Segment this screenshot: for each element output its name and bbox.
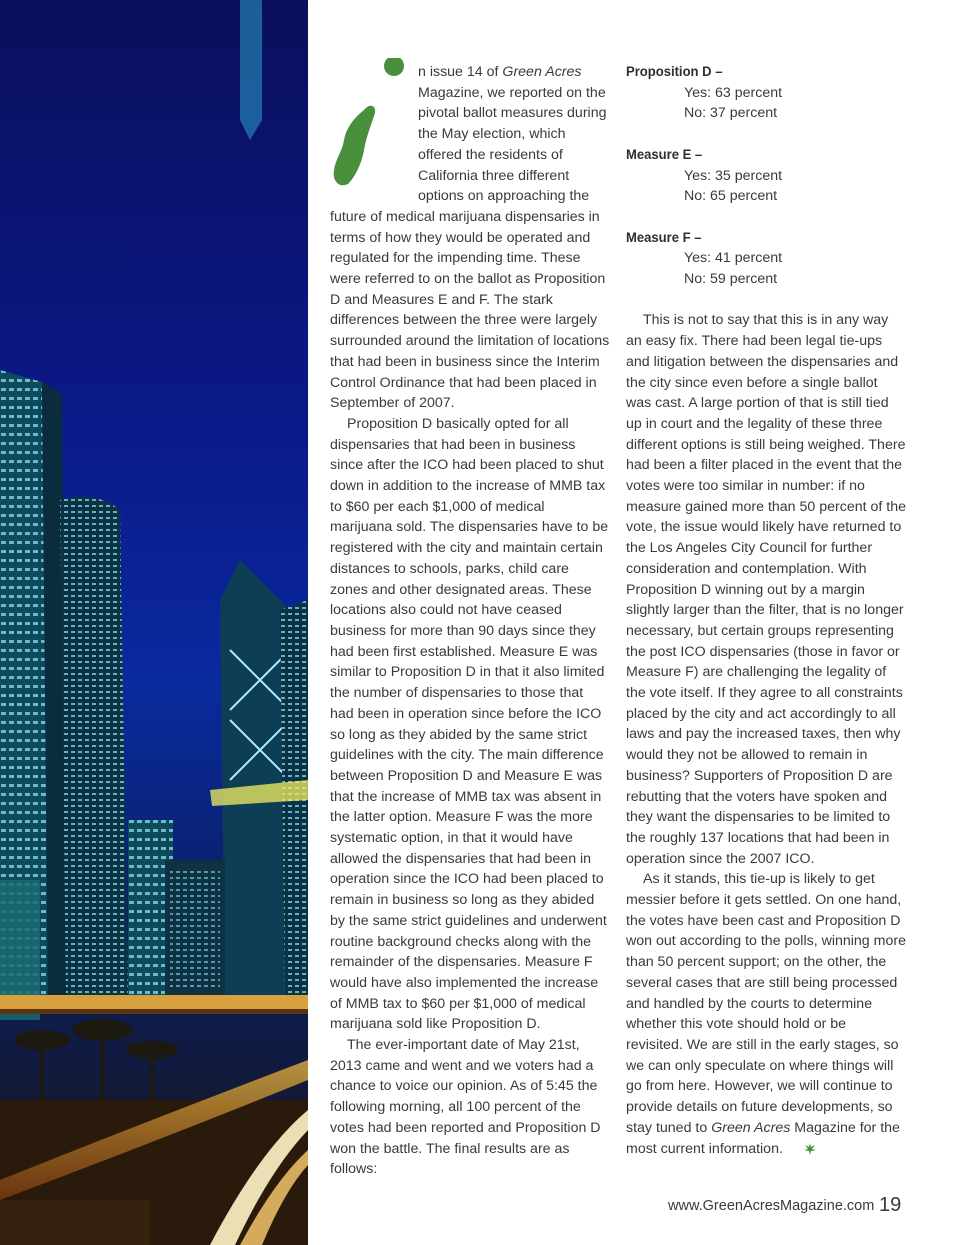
result-heading: Measure E – (626, 146, 703, 163)
page-number: 19 (879, 1194, 902, 1216)
intro-line: n issue 14 of (418, 64, 503, 80)
result-block (626, 62, 906, 124)
city-night-photo (0, 0, 308, 1245)
result-yes: Yes: 35 percent (684, 167, 783, 184)
result-block (626, 228, 906, 290)
intro-line: California three different (418, 167, 570, 184)
result-no: No: 65 percent (684, 188, 778, 205)
closing-paragraph (626, 869, 906, 1161)
paragraph-text: future of medical marijuana dispensaries in terms of how they would be operated and regulated for the impending time. These were referred to on the ballot as Proposition D and Measures E and F. The stark differences between the three were largely surrounded around the limitation of locations that had been in business since the Interim Control Ordinance that had been placed in September of 2007. (330, 208, 610, 412)
intro-line: the May election, which (418, 126, 566, 143)
paragraph-text: Magazine for the most current information. (626, 1119, 900, 1157)
result-heading: Proposition D – (626, 64, 723, 80)
footer-url: www.GreenAcresMagazine.com (668, 1198, 875, 1214)
result-yes: Yes: 63 percent (684, 84, 783, 101)
intro-line: pivotal ballot measures during (418, 105, 607, 122)
paragraph-text: The ever-important date of May 21st, 2013 came and went and we voters had a chance to voice our opinion. As of 5:45 the following morning, all 100 percent of the votes had been reported and Proposition D won the battle. The final results are as follows: (330, 1037, 601, 1178)
result-block (626, 145, 906, 207)
paragraph-text: This is not to say that this is in any way an easy fix. There had been legal tie-ups and litigation between the dispensaries and the city since even before a single ballot was cast. A large portion of that is still tied up in court and the legality of these three different options is still being weighed. There had been a filter placed in the event that the votes were too similar in number: if no measure gained more than 50 percent of the vote, the issue would likely have returned to the Los Angeles City Council for further consideration and contemplation. With Proposition D winning out by a margin slightly larger than the filter, that is no longer necessary, but certain groups representing the post ICO dispensaries (those in favor or Measure F) are challenging the legality of the vote itself. If they agree to all constraints placed by the city and act accordingly to all laws and pay the increased taxes, then why would they not be allowed to remain in business? Supporters of Proposition D are rebutting that the voters have spoken and they want the dispensaries to be limited to the roughly 137 locations that had been in operation since the 2007 ICO. (626, 312, 906, 867)
paragraph-text: As it stands, this tie-up is likely to get messier before it gets settled. On one hand, the votes have been cast and Proposition D won out according to the polls, winning more than 50 percent support; on the other, the several cases that are still being processed and handled by the courts to determine whether this vote should hold or be revisited. We are still in the early stages, so we can only speculate on where things will go from here. However, we will continue to provide details on future developments, so stay tuned to (626, 871, 906, 1136)
intro-line: offered the residents of (418, 146, 563, 163)
article-column-left (330, 62, 610, 1180)
magazine-title-italic: Green Acres (711, 1119, 791, 1136)
result-no: No: 37 percent (684, 105, 778, 122)
result-no: No: 59 percent (684, 271, 778, 287)
result-yes: Yes: 41 percent (684, 250, 783, 267)
cannabis-leaf-icon (787, 1141, 816, 1162)
paragraph-text: Proposition D basically opted for all dispensaries that had been in business since after the ICO had been placed to shut down in addition to the increase of MMB tax to $60 per each $1,000 of medical marijuana sold. The dispensaries have to be registered with the city and maintain certain distances to schools, parks, child care zones and other designated areas. These locations also could not have ceased business for more than 90 days since they had been first established. Measure E was similar to Proposition D in that it also limited the number of dispensaries to those that had been in operation since before the ICO so long as they abided by the same strict guidelines with the city. The main difference between Proposition D and Measure E was that the increase of MMB tax was absent in the latter option. Measure F was the more systematic option, in that it would have allowed the dispensaries that had been in operation since the ICO had been placed to remain in business so long as they abided by the same strict guidelines and underwent routine background checks along with the remainder of the dispensaries. Measure F would have also implemented the increase of MMB tax to $60 per $1,000 of medical marijuana sold like Proposition D. (330, 415, 609, 1033)
results-list (626, 62, 906, 310)
intro-line: options on approaching the (418, 188, 590, 205)
result-heading: Measure F – (626, 229, 702, 246)
magazine-title-italic: Green Acres (502, 64, 582, 80)
intro-paragraph (330, 62, 610, 414)
article-column-right (626, 62, 906, 1161)
intro-line: Magazine, we reported on the (418, 84, 606, 101)
